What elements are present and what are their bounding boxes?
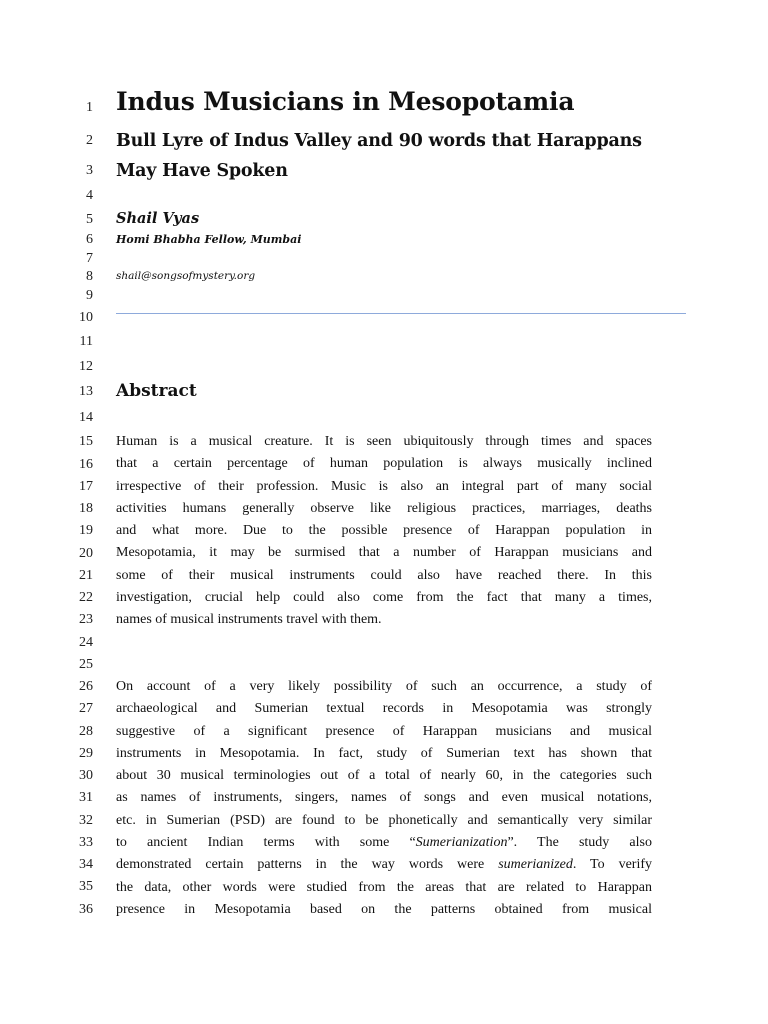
line-number: 13: [79, 384, 93, 399]
text-segment: . To verify: [572, 857, 652, 873]
line-number: 3: [86, 163, 93, 178]
text-line: that a certain percentage of human population is always musically inclined: [116, 456, 652, 472]
text-line: activities humans generally observe like religious practices, marriages, deaths: [116, 500, 652, 516]
text-line: investigation, crucial help could also come from the fact that many a times,: [116, 590, 652, 606]
text-line: Human is a musical creature. It is seen ubiquitously through times and spaces: [116, 434, 652, 449]
abstract-paragraph-2: [116, 676, 652, 921]
author-affiliation: Homi Bhabha Fellow, Mumbai: [116, 233, 302, 246]
abstract-heading: Abstract: [116, 381, 197, 401]
line-number: 25: [79, 657, 93, 672]
text-line: names of musical instruments travel with them.: [116, 612, 382, 628]
line-number: 4: [86, 188, 93, 203]
text-line: and what more. Due to the possible presence of Harappan population in: [116, 523, 652, 539]
line-number: 26: [79, 679, 93, 694]
author-name: Shail Vyas: [116, 210, 200, 227]
text-segment: ”. The study also: [507, 835, 652, 851]
line-number: 17: [79, 479, 93, 494]
line-number: 12: [79, 359, 93, 374]
text-line: Mesopotamia, it may be surmised that a number of Harappan musicians and: [116, 545, 652, 561]
line-number: 5: [86, 212, 93, 227]
italic-term: Sumerianization: [415, 835, 508, 851]
line-number: 2: [86, 133, 93, 148]
line-number: 35: [79, 879, 93, 894]
line-number: 18: [79, 501, 93, 516]
line-number: 29: [79, 746, 93, 761]
line-number: 15: [79, 434, 93, 449]
abstract-paragraph-1: [116, 431, 652, 632]
paper-subtitle-line-1: Bull Lyre of Indus Valley and 90 words that Harappans: [116, 131, 642, 151]
line-number: 32: [79, 813, 93, 828]
italic-term: sumerianized: [498, 857, 573, 873]
text-line: the data, other words were studied from the areas that are related to Harappan: [116, 879, 652, 895]
text-line: On account of a very likely possibility of such an occurrence, a study of: [116, 679, 652, 694]
line-number: 34: [79, 857, 93, 872]
line-number: 11: [79, 334, 93, 349]
header-divider: [116, 313, 686, 314]
line-number: 30: [79, 768, 93, 783]
line-number: 9: [86, 288, 93, 303]
text-line: presence in Mesopotamia based on the patterns obtained from musical: [116, 901, 652, 917]
line-number: 10: [79, 310, 93, 325]
text-segment: demonstrated certain patterns in the way words were: [116, 857, 499, 873]
line-number: 20: [79, 546, 93, 561]
line-number: 28: [79, 724, 93, 739]
paper-subtitle-line-2: May Have Spoken: [116, 161, 288, 181]
line-number: 23: [79, 612, 93, 627]
text-line: archaeological and Sumerian textual records in Mesopotamia was strongly: [116, 701, 652, 717]
text-segment: to ancient Indian terms with some “: [116, 835, 416, 851]
line-number: 27: [79, 701, 93, 716]
text-line: irrespective of their profession. Music is also an integral part of many social: [116, 478, 652, 494]
text-line: about 30 musical terminologies out of a total of nearly 60, in the categories such: [116, 768, 652, 784]
line-number: 8: [86, 269, 93, 284]
line-number: 19: [79, 523, 93, 538]
line-number: 33: [79, 835, 93, 850]
text-line: [116, 832, 652, 854]
line-number: 36: [79, 902, 93, 917]
line-number: 31: [79, 790, 93, 805]
text-line: some of their musical instruments could also have reached there. In this: [116, 567, 652, 583]
text-line: suggestive of a significant presence of Harappan musicians and musical: [116, 723, 652, 739]
line-number: 22: [79, 590, 93, 605]
line-number: 21: [79, 568, 93, 583]
line-number: 6: [86, 232, 93, 247]
paper-title: Indus Musicians in Mesopotamia: [116, 87, 575, 116]
author-email: shail@songsofmystery.org: [116, 270, 256, 282]
line-number: 1: [86, 100, 93, 115]
text-line: as names of instruments, singers, names of songs and even musical notations,: [116, 790, 652, 806]
line-number: 7: [86, 251, 93, 266]
text-line: [116, 854, 652, 876]
line-number: 14: [79, 410, 93, 425]
line-number: 16: [79, 457, 93, 472]
text-line: etc. in Sumerian (PSD) are found to be phonetically and semantically very similar: [116, 812, 652, 828]
line-number: 24: [79, 635, 93, 650]
text-line: instruments in Mesopotamia. In fact, study of Sumerian text has shown that: [116, 745, 652, 761]
